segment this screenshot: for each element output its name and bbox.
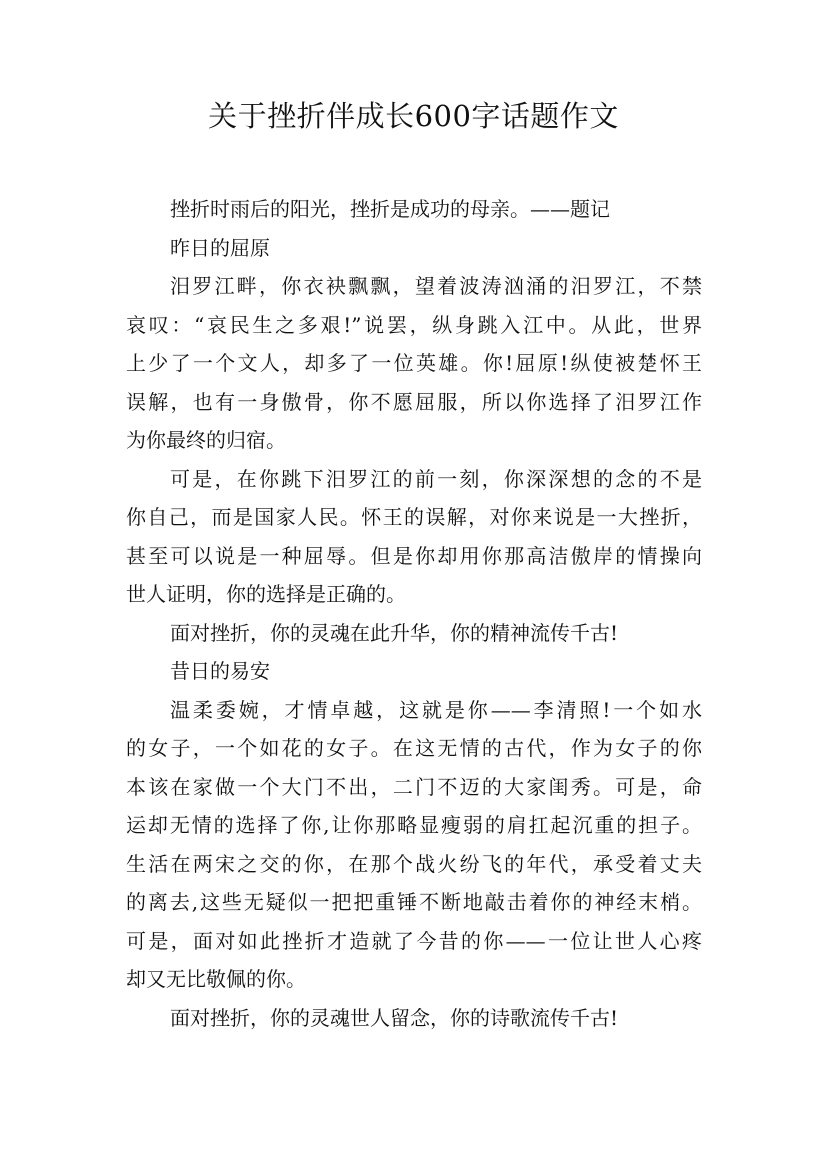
text-line: 为你最终的归宿。: [126, 428, 286, 452]
text-line: 昔日的易安: [170, 659, 270, 683]
text-line: 你自己，而是国家人民。怀王的误解，对你来说是一大挫折，: [126, 505, 702, 529]
text-line: 可是，在你跳下汨罗江的前一刻，你深深想的念的不是: [170, 466, 702, 491]
text-line: 哀叹：“哀民生之多艰!”说罢，纵身跳入江中。从此，世界: [126, 312, 702, 337]
text-line: 温柔委婉，才情卓越，这就是你——李清照!一个如水: [170, 697, 702, 722]
text-line: 误解，也有一身傲骨，你不愿屈服，所以你选择了汨罗江作: [126, 389, 702, 414]
text-line: 却又无比敬佩的你。: [126, 967, 306, 991]
text-line: 汨罗江畔，你衣袂飘飘，望着波涛汹涌的汨罗江，不禁: [170, 274, 702, 298]
text-line: 面对挫折，你的灵魂在此升华，你的精神流传千古!: [170, 620, 619, 645]
essay-body: [126, 190, 702, 1037]
text-line: 的离去,这些无疑似一把把重锤不断地敲击着你的神经末梢。: [126, 890, 702, 914]
document-title: 关于挫折伴成长600字话题作文: [208, 99, 619, 133]
text-line: 甚至可以说是一种屈辱。但是你却用你那高洁傲岸的情操向: [126, 543, 702, 568]
text-line: 世人证明，你的选择是正确的。: [126, 582, 406, 606]
text-line: 运却无情的选择了你,让你那略显瘦弱的肩扛起沉重的担子。: [126, 813, 702, 837]
text-line: 昨日的屈原: [170, 235, 270, 260]
text-line: 上少了一个文人，却多了一位英雄。你!屈原!纵使被楚怀王: [126, 351, 702, 375]
text-line: 生活在两宋之交的你，在那个战火纷飞的年代，承受着丈夫: [126, 851, 702, 876]
text-line: 可是，面对如此挫折才造就了今昔的你——一位让世人心疼: [126, 928, 702, 953]
text-line: 面对挫折，你的灵魂世人留念，你的诗歌流传千古!: [170, 1005, 619, 1030]
text-line: 的女子，一个如花的女子。在这无情的古代，作为女子的你: [126, 736, 702, 760]
text-line: 本该在家做一个大门不出，二门不迈的大家闺秀。可是，命: [126, 774, 702, 799]
text-line: 挫折时雨后的阳光，挫折是成功的母亲。——题记: [170, 197, 610, 221]
